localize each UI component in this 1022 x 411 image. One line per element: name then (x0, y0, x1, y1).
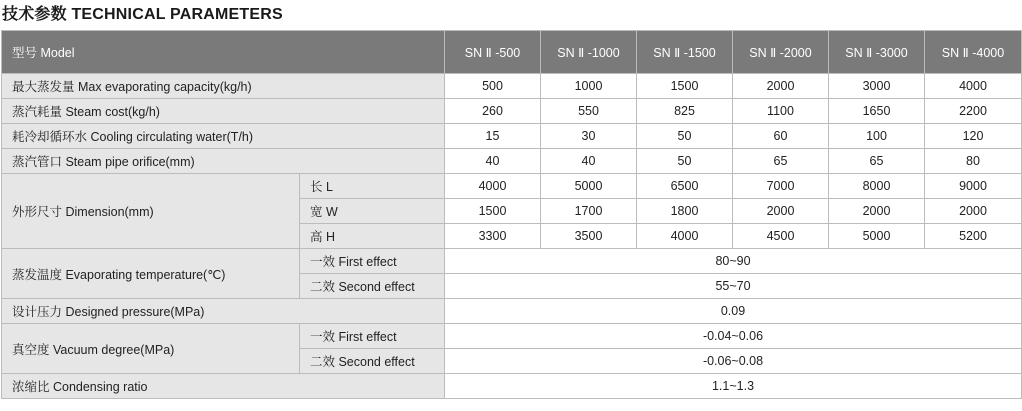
row-label: 浓缩比 Condensing ratio (2, 374, 445, 399)
header-model-cell: SN Ⅱ -1000 (541, 31, 637, 74)
table-row (2, 124, 1022, 149)
merged-cell: 80~90 (445, 249, 1022, 274)
table-cell: 65 (733, 149, 829, 174)
header-model-cell: SN Ⅱ -4000 (925, 31, 1022, 74)
table-cell: 550 (541, 99, 637, 124)
table-cell: 1650 (829, 99, 925, 124)
row-label: 蒸汽管口 Steam pipe orifice(mm) (2, 149, 445, 174)
table-cell: 6500 (637, 174, 733, 199)
technical-parameters-table (1, 30, 1022, 399)
table-cell: 2000 (829, 199, 925, 224)
table-row (2, 299, 1022, 324)
table-cell: 8000 (829, 174, 925, 199)
table-cell: 3500 (541, 224, 637, 249)
merged-cell: -0.04~0.06 (445, 324, 1022, 349)
merged-cell: 1.1~1.3 (445, 374, 1022, 399)
table-row (2, 99, 1022, 124)
table-cell: 1500 (445, 199, 541, 224)
table-cell: 1700 (541, 199, 637, 224)
table-cell: 9000 (925, 174, 1022, 199)
table-cell: 260 (445, 99, 541, 124)
table-cell: 2000 (733, 199, 829, 224)
sub-label: 一效 First effect (300, 324, 445, 349)
table-cell: 80 (925, 149, 1022, 174)
table-cell: 100 (829, 124, 925, 149)
table-cell: 3000 (829, 74, 925, 99)
table-cell: 1800 (637, 199, 733, 224)
table-cell: 40 (445, 149, 541, 174)
table-cell: 4000 (925, 74, 1022, 99)
table-cell: 7000 (733, 174, 829, 199)
table-row (2, 149, 1022, 174)
table-cell: 5000 (829, 224, 925, 249)
sub-label: 二效 Second effect (300, 349, 445, 374)
table-row (2, 74, 1022, 99)
table-row (2, 174, 1022, 199)
row-label: 真空度 Vacuum degree(MPa) (2, 324, 300, 374)
table-cell: 2000 (925, 199, 1022, 224)
page-title: 技术参数 TECHNICAL PARAMETERS (2, 6, 283, 23)
header-model-cell: SN Ⅱ -2000 (733, 31, 829, 74)
table-row (2, 374, 1022, 399)
table-cell: 40 (541, 149, 637, 174)
sub-label: 宽 W (300, 199, 445, 224)
sub-label: 一效 First effect (300, 249, 445, 274)
table-cell: 50 (637, 124, 733, 149)
table-cell: 5200 (925, 224, 1022, 249)
table-cell: 1000 (541, 74, 637, 99)
row-label: 设计压力 Designed pressure(MPa) (2, 299, 445, 324)
table-cell: 4000 (637, 224, 733, 249)
row-label: 耗冷却循环水 Cooling circulating water(T/h) (2, 124, 445, 149)
table-cell: 5000 (541, 174, 637, 199)
table-cell: 2000 (733, 74, 829, 99)
sub-label: 二效 Second effect (300, 274, 445, 299)
merged-cell: -0.06~0.08 (445, 349, 1022, 374)
table-cell: 50 (637, 149, 733, 174)
table-cell: 3300 (445, 224, 541, 249)
table-cell: 60 (733, 124, 829, 149)
sub-label: 高 H (300, 224, 445, 249)
header-model-cell: SN Ⅱ -3000 (829, 31, 925, 74)
row-label: 最大蒸发量 Max evaporating capacity(kg/h) (2, 74, 445, 99)
table-cell: 120 (925, 124, 1022, 149)
table-cell: 500 (445, 74, 541, 99)
table-header-row (2, 31, 1022, 74)
row-label: 蒸汽耗量 Steam cost(kg/h) (2, 99, 445, 124)
table-row (2, 324, 1022, 349)
table-cell: 1100 (733, 99, 829, 124)
row-label: 外形尺寸 Dimension(mm) (2, 174, 300, 249)
table-cell: 15 (445, 124, 541, 149)
table-cell: 825 (637, 99, 733, 124)
table-cell: 4500 (733, 224, 829, 249)
table-cell: 4000 (445, 174, 541, 199)
merged-cell: 0.09 (445, 299, 1022, 324)
table-cell: 2200 (925, 99, 1022, 124)
row-label: 蒸发温度 Evaporating temperature(℃) (2, 249, 300, 299)
table-row (2, 249, 1022, 274)
table-cell: 1500 (637, 74, 733, 99)
table-cell: 30 (541, 124, 637, 149)
header-model-label: 型号 Model (2, 31, 445, 74)
header-model-cell: SN Ⅱ -500 (445, 31, 541, 74)
sub-label: 长 L (300, 174, 445, 199)
table-cell: 65 (829, 149, 925, 174)
header-model-cell: SN Ⅱ -1500 (637, 31, 733, 74)
merged-cell: 55~70 (445, 274, 1022, 299)
